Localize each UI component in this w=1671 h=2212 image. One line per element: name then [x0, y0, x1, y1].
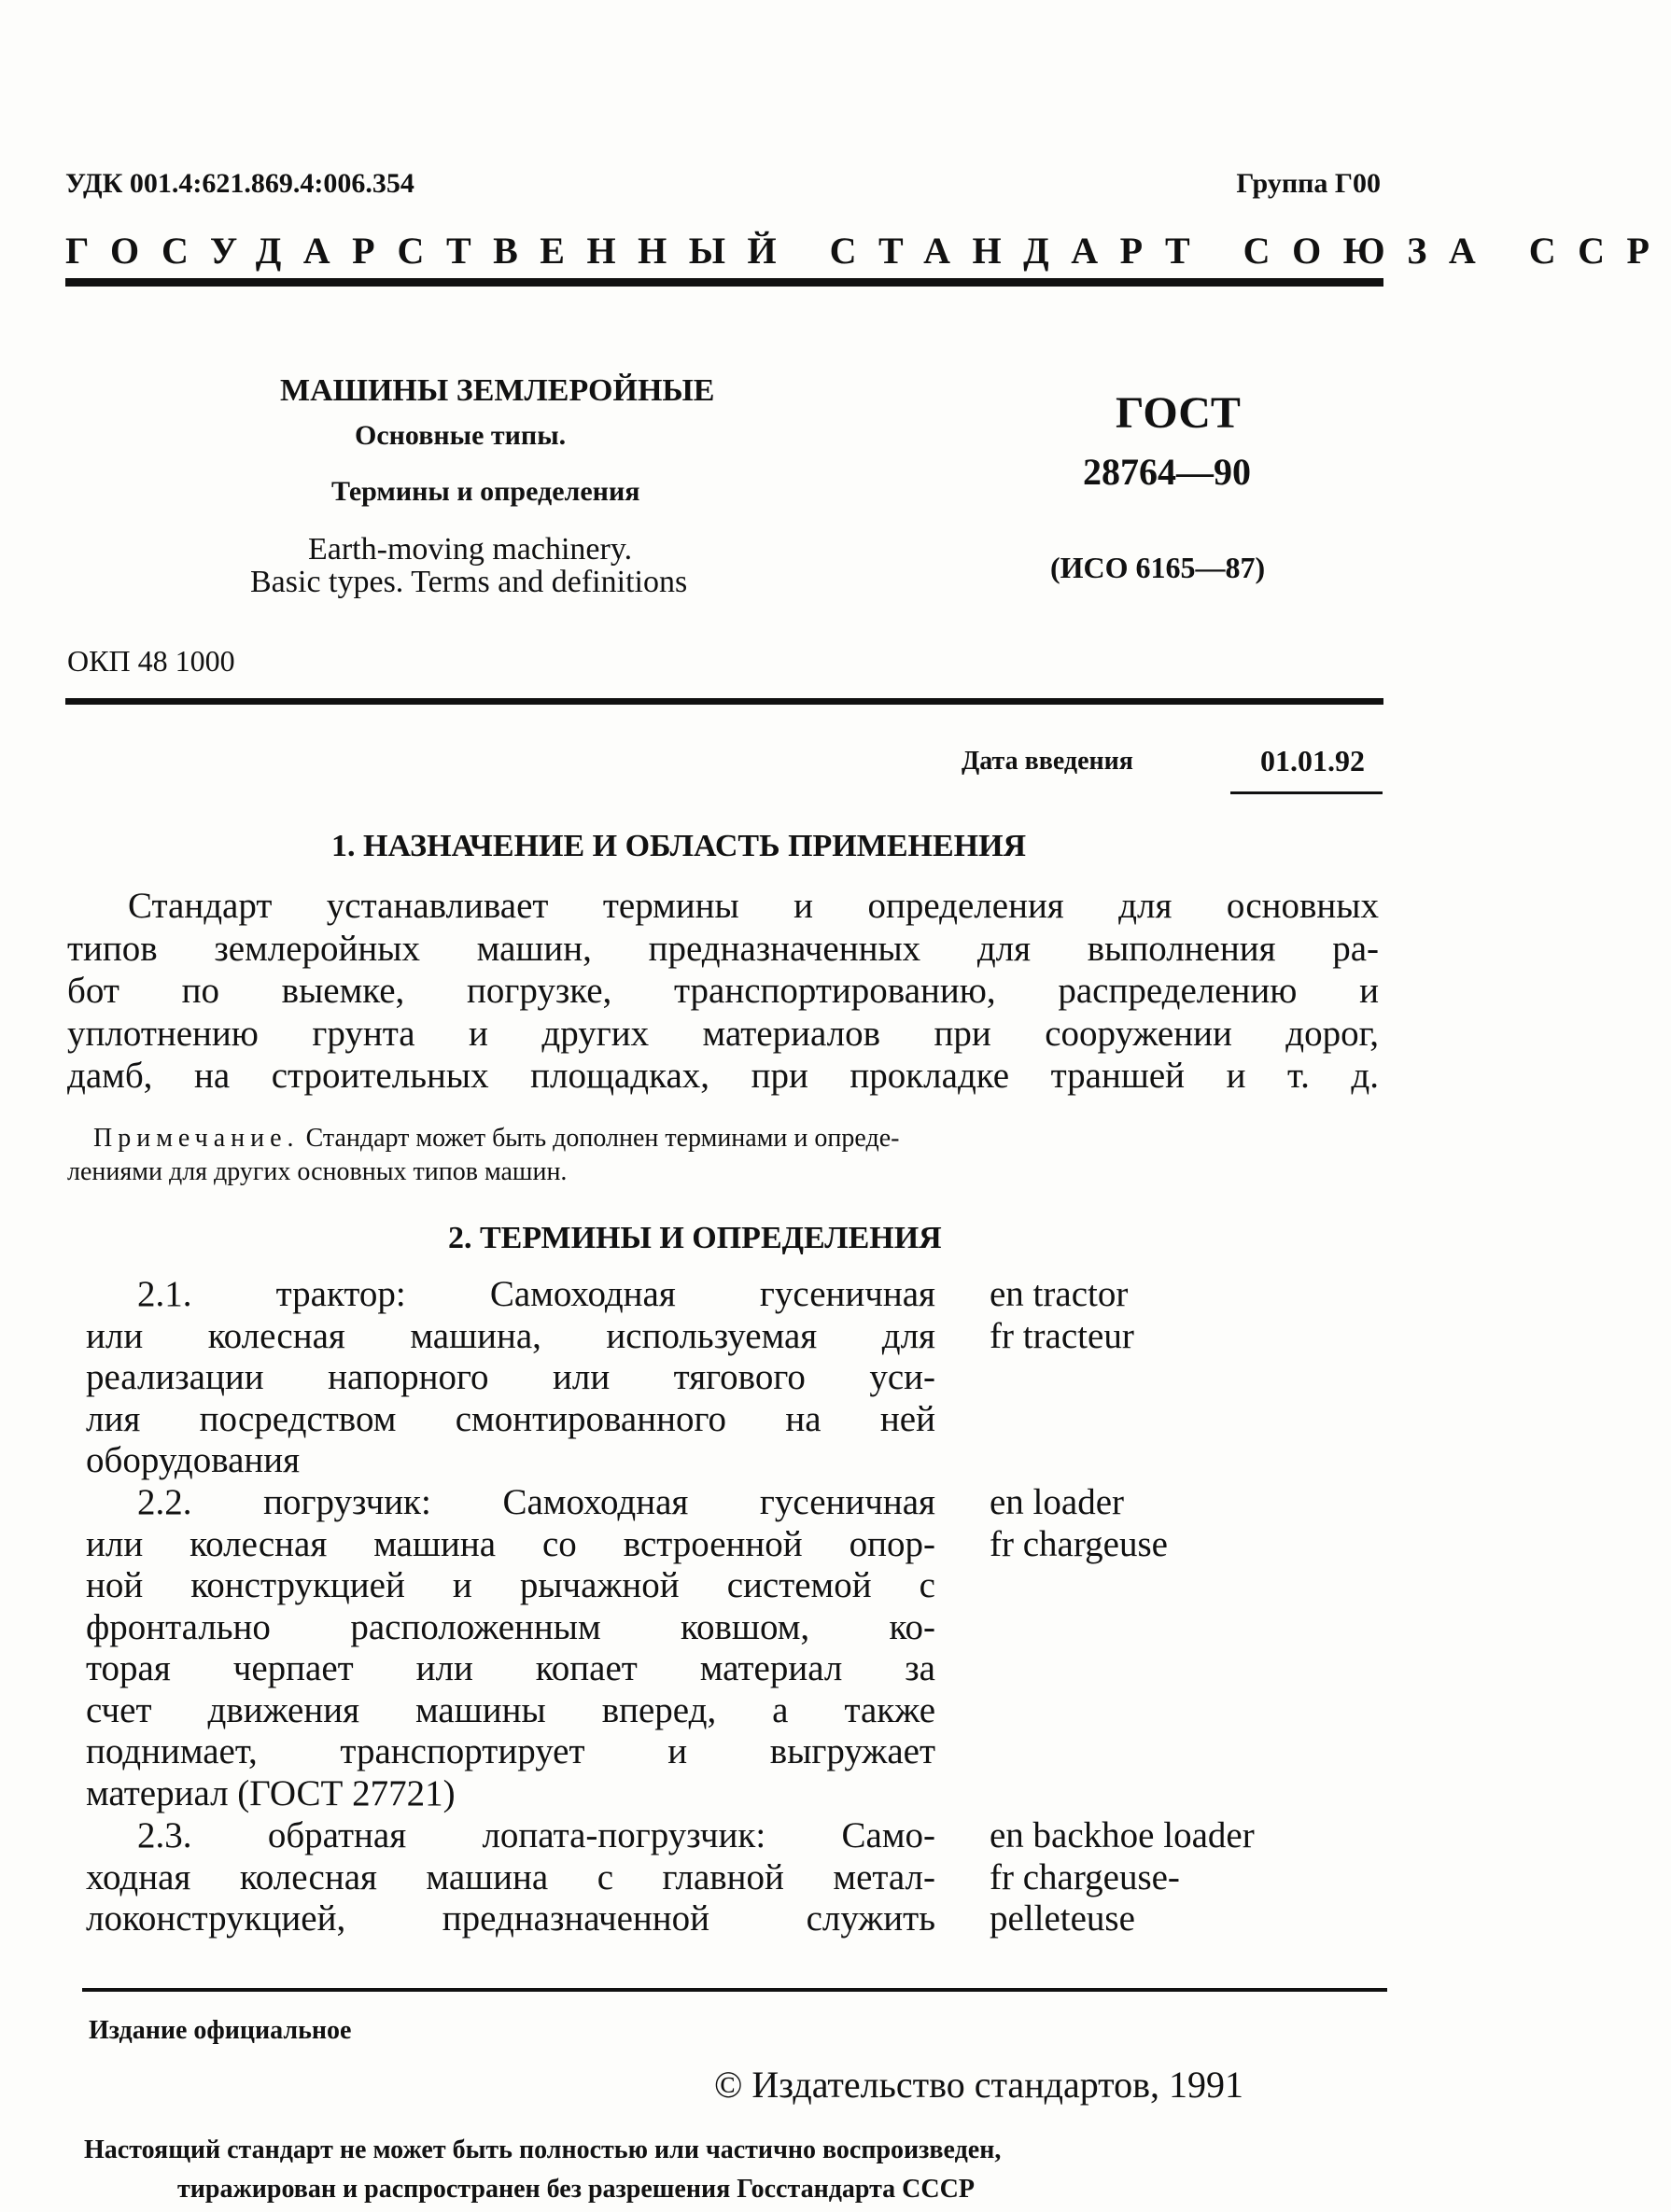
document-subtitle-types: Основные типы.: [355, 420, 567, 451]
note-text-line2: лениями для других основных типов машин.: [67, 1157, 568, 1186]
note-line1: [93, 1122, 1380, 1155]
reproduction-notice-line2: тиражирован и распространен без разрешения Госстандарта СССР: [177, 2175, 975, 2204]
term-line: материал (ГОСТ 27721): [86, 1772, 456, 1813]
section1-line: уплотнению грунта и других материалов при сооружении дорог,: [67, 1013, 1379, 1054]
term-line: или колесная машина со встроенной опор-: [86, 1523, 935, 1564]
term-line: торая черпает или копает материал за: [86, 1648, 935, 1688]
term-2-3-equivalents: [990, 1815, 1255, 1940]
section1-line: дамб, на строительных площадках, при прокладке траншей и т. д.: [67, 1056, 1379, 1096]
date-underline: [1230, 791, 1383, 794]
section2-title: 2. ТЕРМИНЫ И ОПРЕДЕЛЕНИЯ: [448, 1221, 942, 1255]
term-line: или колесная машина, используемая для: [86, 1315, 935, 1356]
term-fr-continued: pelleteuse: [990, 1898, 1135, 1939]
english-title-line1: Earth-moving machinery.: [308, 532, 633, 567]
reproduction-notice-line1: Настоящий стандарт не может быть полностью или частично воспроизведен,: [84, 2135, 1002, 2164]
intro-date-value: 01.01.92: [1260, 744, 1365, 777]
term-line: локонструкцией, предназначенной служить: [86, 1898, 935, 1939]
term-fr: fr chargeuse: [990, 1523, 1168, 1564]
title-block-rule: [65, 698, 1383, 705]
section1-line: типов землеройных машин, предназначенных для выполнения ра-: [67, 928, 1379, 969]
term-2-1: [86, 1274, 935, 1482]
group-code: Группа Г00: [1236, 168, 1381, 199]
copyright-notice: © Издательство стандартов, 1991: [714, 2064, 1244, 2106]
section1-line: Стандарт устанавливает термины и определения для основных: [128, 886, 1379, 926]
section1-paragraph: [67, 885, 1379, 1098]
term-line: реализации напорного или тягового уси-: [86, 1357, 935, 1397]
okp-code: ОКП 48 1000: [67, 644, 235, 678]
term-en: en tractor: [990, 1274, 1129, 1314]
term-en: en backhoe loader: [990, 1815, 1255, 1855]
term-2-3: [86, 1815, 935, 1940]
document-title: МАШИНЫ ЗЕМЛЕРОЙНЫЕ: [280, 373, 715, 408]
term-2-1-equivalents: [990, 1274, 1134, 1357]
section1-title: 1. НАЗНАЧЕНИЕ И ОБЛАСТЬ ПРИМЕНЕНИЯ: [331, 829, 1027, 863]
section1-note: [67, 1122, 1380, 1189]
note-text-line1: Стандарт может быть дополнен терминами и опреде-: [305, 1124, 900, 1153]
header-rule: [65, 278, 1383, 287]
term-en: en loader: [990, 1482, 1125, 1522]
term-line: 2.3. обратная лопата-погрузчик: Само-: [137, 1815, 935, 1855]
term-line: ходная колесная машина с главной метал-: [86, 1856, 935, 1897]
note-label: Примечание.: [93, 1124, 300, 1153]
term-line: поднимает, транспортирует и выгружает: [86, 1731, 935, 1771]
iso-reference: (ИСО 6165—87): [1050, 551, 1266, 584]
footer-rule: [82, 1988, 1387, 1992]
term-line: ной конструкцией и рычажной системой с: [86, 1565, 935, 1605]
udk-code: УДК 001.4:621.869.4:006.354: [65, 168, 414, 199]
term-line: 2.1. трактор: Самоходная гусеничная: [137, 1274, 935, 1314]
gost-label: ГОСТ: [1116, 388, 1241, 438]
term-fr: fr tracteur: [990, 1315, 1134, 1356]
state-standard-heading: ГОСУДАРСТВЕННЫЙ СТАНДАРТ СОЮЗА ССР: [65, 230, 1671, 272]
term-line: фронтально расположенным ковшом, ко-: [86, 1606, 935, 1647]
section1-line: бот по выемке, погрузке, транспортированию, распределению и: [67, 971, 1379, 1011]
english-title-line2: Basic types. Terms and definitions: [250, 565, 688, 599]
term-2-2-equivalents: [990, 1482, 1168, 1565]
term-line: счет движения машины вперед, а также: [86, 1689, 935, 1730]
term-2-2: [86, 1482, 935, 1814]
gost-number: 28764—90: [1083, 451, 1251, 493]
intro-date-label: Дата введения: [962, 747, 1133, 776]
document-subtitle-terms: Термины и определения: [331, 476, 640, 507]
term-fr: fr chargeuse-: [990, 1856, 1180, 1897]
edition-label: Издание официальное: [89, 2016, 352, 2045]
term-line: оборудования: [86, 1440, 301, 1480]
term-line: 2.2. погрузчик: Самоходная гусеничная: [137, 1482, 935, 1522]
term-line: лия посредством смонтированного на ней: [86, 1398, 935, 1439]
